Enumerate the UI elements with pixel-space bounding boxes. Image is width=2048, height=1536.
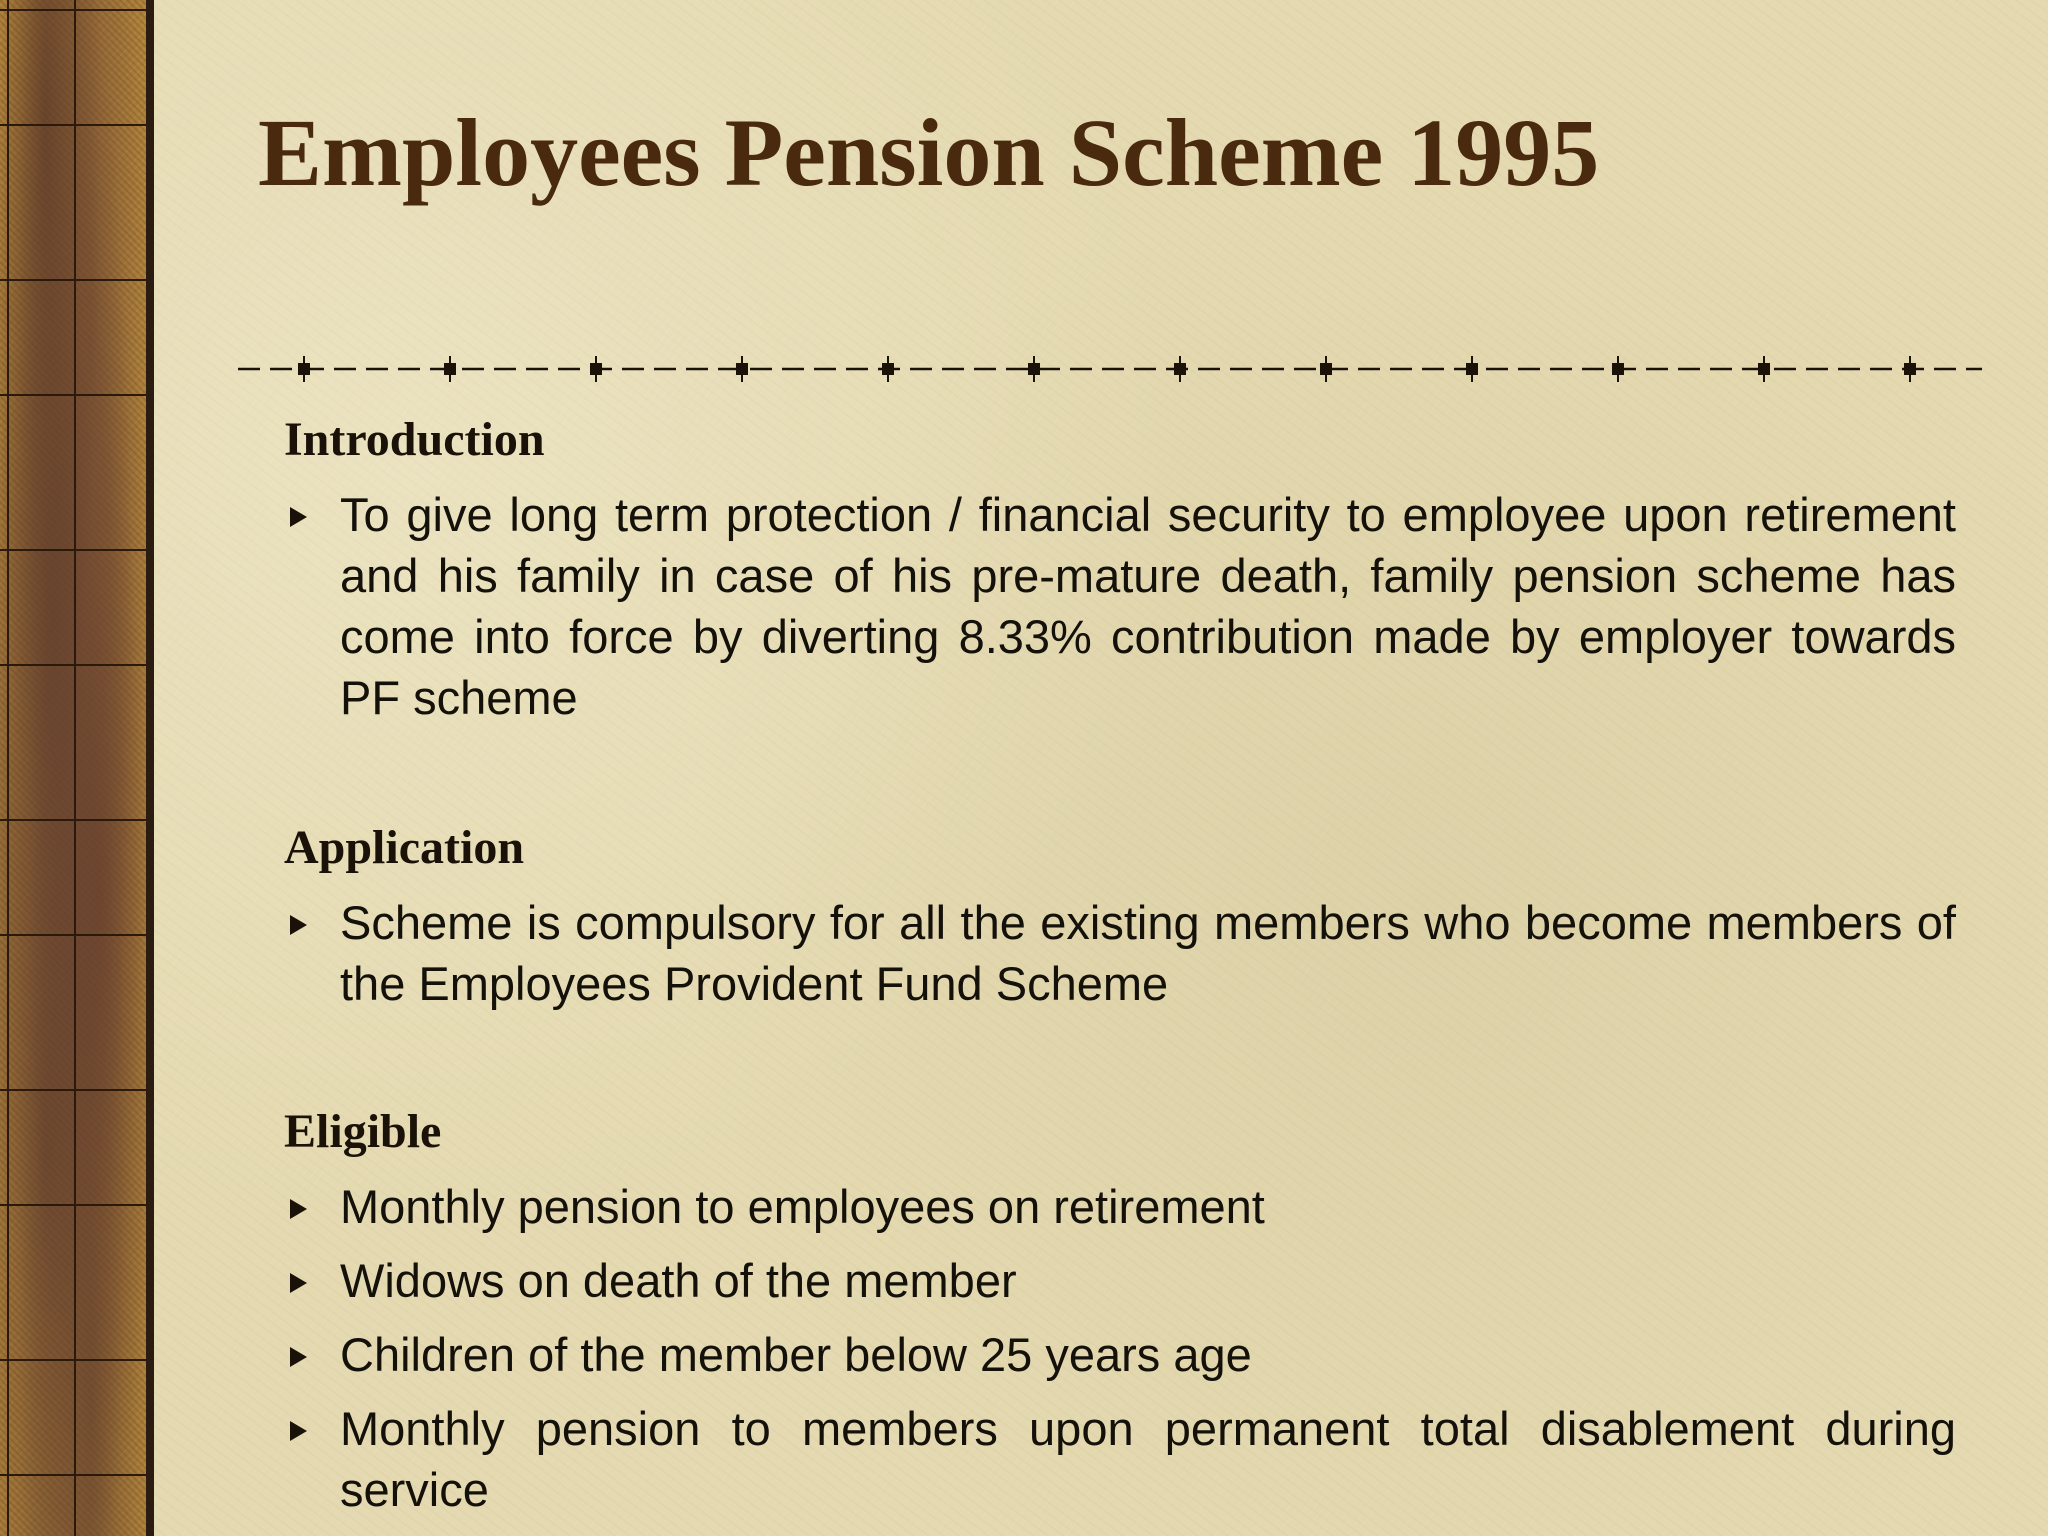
section-heading: Eligible xyxy=(284,1105,442,1158)
border-edge xyxy=(146,0,154,1536)
bullet-text: To give long term protection / financial security to employee upon retirement and his family in case of his pre-mature death, family pension scheme has come into force by diverting 8.33% contribution made by employer towards PF scheme xyxy=(340,488,1956,724)
section-heading: Introduction xyxy=(284,413,545,466)
dashed-divider xyxy=(238,356,1982,382)
bullet-arrow-icon xyxy=(290,507,307,527)
bullet-arrow-icon xyxy=(290,1199,307,1219)
bullet-item xyxy=(284,1324,1956,1385)
section-application xyxy=(284,820,1956,1014)
bullet-item xyxy=(284,1398,1956,1520)
bullet-text: Monthly pension to employees on retirement xyxy=(340,1180,1265,1233)
bullet-arrow-icon xyxy=(290,1273,307,1293)
slide-title: Employees Pension Scheme 1995 xyxy=(258,99,1600,206)
border-grid-lines xyxy=(0,0,152,1536)
section-eligible xyxy=(284,1104,1956,1520)
section-heading: Application xyxy=(284,821,525,874)
bullet-text: Scheme is compulsory for all the existing members who become members of the Employees Provident Fund Scheme xyxy=(340,896,1956,1010)
bullet-text: Monthly pension to members upon permanent total disablement during service xyxy=(340,1402,1956,1516)
bullet-item xyxy=(284,484,1956,728)
bullet-arrow-icon xyxy=(290,1421,307,1441)
section-introduction xyxy=(284,412,1956,728)
bullet-arrow-icon xyxy=(290,1347,307,1367)
bullet-text: Widows on death of the member xyxy=(340,1254,1017,1307)
bullet-arrow-icon xyxy=(290,915,307,935)
bullet-item xyxy=(284,892,1956,1014)
bullet-text: Children of the member below 25 years age xyxy=(340,1328,1252,1381)
bullet-item xyxy=(284,1176,1956,1237)
bullet-item xyxy=(284,1250,1956,1311)
